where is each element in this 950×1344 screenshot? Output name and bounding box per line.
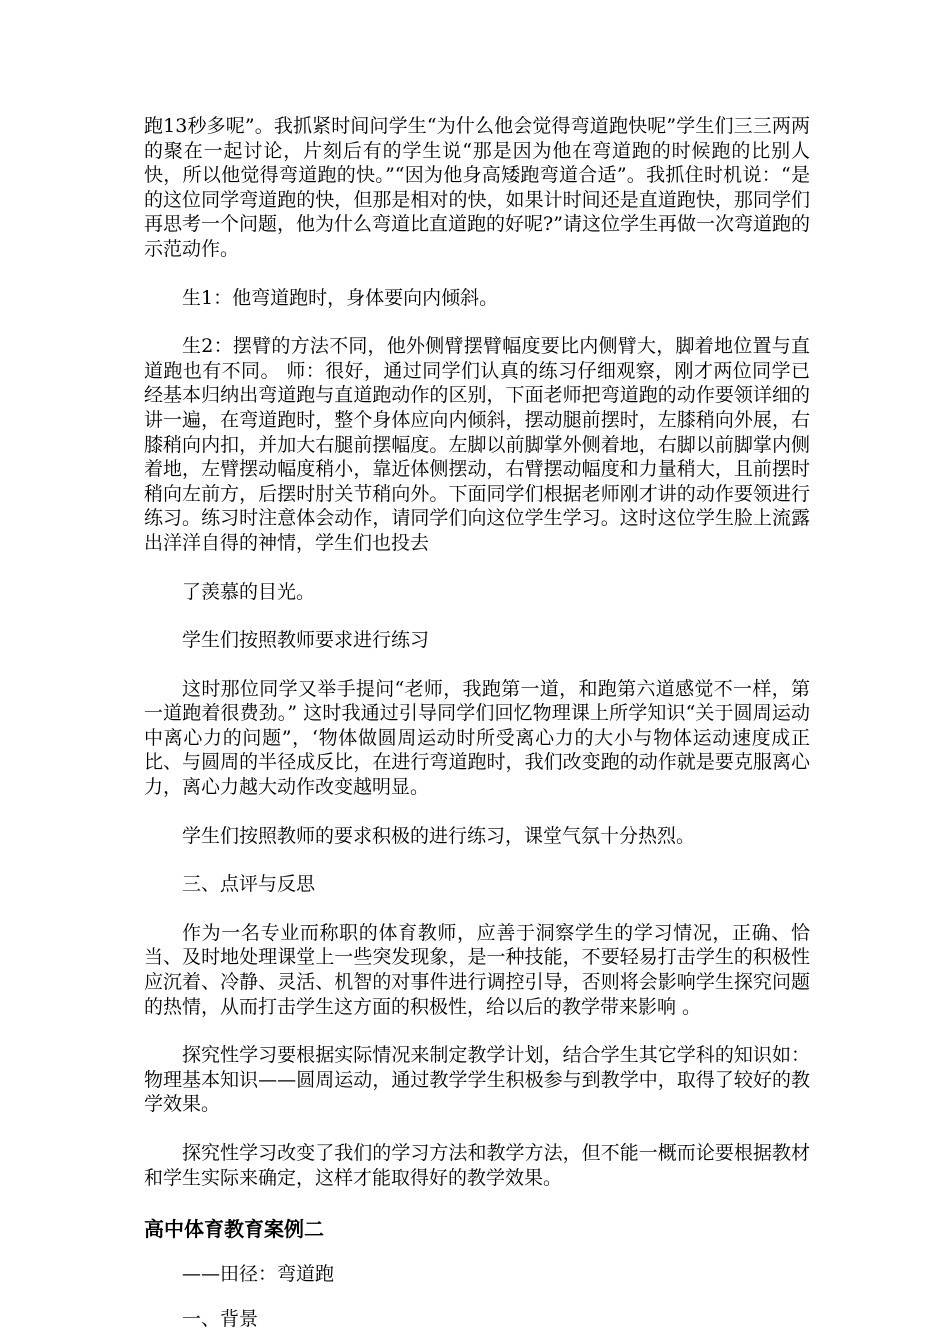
case-subtitle: ——田径：弯道跑 bbox=[182, 1263, 335, 1286]
section-title-review: 三、点评与反思 bbox=[182, 873, 316, 896]
paragraph-active-practice: 学生们按照教师的要求积极的进行练习，课堂气氛十分热烈。 bbox=[182, 824, 696, 847]
document-page bbox=[144, 114, 810, 1331]
paragraph-review-2: 探究性学习要根据实际情况来制定教学计划，结合学生其它学科的知识如：物理基本知识——圆周运动，通过教学学生积极参与到教学中，取得了较好的教学效果。 bbox=[144, 1044, 810, 1116]
paragraph-envy: 了羡慕的目光。 bbox=[182, 580, 316, 603]
paragraph-review-1: 作为一名专业而称职的体育教师，应善于洞察学生的学习情况，正确、恰当、及时地处理课堂上一些突发现象，是一种技能，不要轻易打击学生的积极性应沉着、冷静、灵活、机智的对事件进行调控引导，否则将会影响学生探究问题的热情，从而打击学生这方面的积极性，给以后的教学带来影响 。 bbox=[144, 921, 810, 1018]
paragraph-review-3: 探究性学习改变了我们的学习方法和教学方法，但不能一概而论要根据教材和学生实际来确定，这样才能取得好的教学效果。 bbox=[144, 1142, 810, 1189]
paragraph-opening: 跑13秒多呢”。我抓紧时间问学生“为什么他会觉得弯道跑快呢”学生们三三两两的聚在一起讨论，片刻后有的学生说“那是因为他在弯道跑的时候跑的比别人快，所以他觉得弯道跑的快。”“因为他身高矮跑弯道合适”。我抓住时机说：“是的这位同学弯道跑的快，但那是相对的快，如果计时间还是直道跑快，那同学们再思考一个问题，他为什么弯道比直道跑的好呢?”请这位学生再做一次弯道跑的示范动作。 bbox=[144, 115, 810, 260]
paragraph-question: 这时那位同学又举手提问“老师，我跑第一道，和跑第六道感觉不一样，第一道跑着很费劲。” 这时我通过引导同学们回忆物理课上所学知识“关于圆周运动中离心力的问题”，‘物体做圆周运动时所受离心力的大小与物体运动速度成正比、与圆周的半径成反比，在进行弯道跑时，我们改变跑的动作就是要克服离心力，离心力越大动作改变越明显。 bbox=[144, 677, 810, 799]
section-title-background: 一、背景 bbox=[182, 1307, 259, 1330]
case-heading: 高中体育教育案例二 bbox=[144, 1217, 324, 1242]
paragraph-student-1: 生1：他弯道跑时，身体要向内倾斜。 bbox=[182, 286, 499, 309]
paragraph-practice: 学生们按照教师要求进行练习 bbox=[182, 629, 430, 652]
paragraph-student-2: 生2：摆臂的方法不同，他外侧臂摆臂幅度要比内侧臂大，脚着地位置与直道跑也有不同。 师：很好，通过同学们认真的练习仔细观察，刚才两位同学已经基本归纳出弯道跑与直道跑动作的区别，下面老师把弯道跑的动作要领详细的讲一遍，在弯道跑时，整个身体应向内倾斜，摆动腿前摆时，左膝稍向外展，右膝稍向内扣，并加大右腿前摆幅度。左脚以前脚掌外侧着地，右脚以前脚掌内侧着地，左臂摆动幅度稍小，靠近体侧摆动，右臂摆动幅度和力量稍大，且前摆时稍向左前方，后摆时肘关节稍向外。下面同学们根据老师刚才讲的动作要领进行练习。练习时注意体会动作，请同学们向这位学生学习。这时这位学生脸上流露出洋洋自得的神情，学生们也投去 bbox=[144, 335, 810, 554]
